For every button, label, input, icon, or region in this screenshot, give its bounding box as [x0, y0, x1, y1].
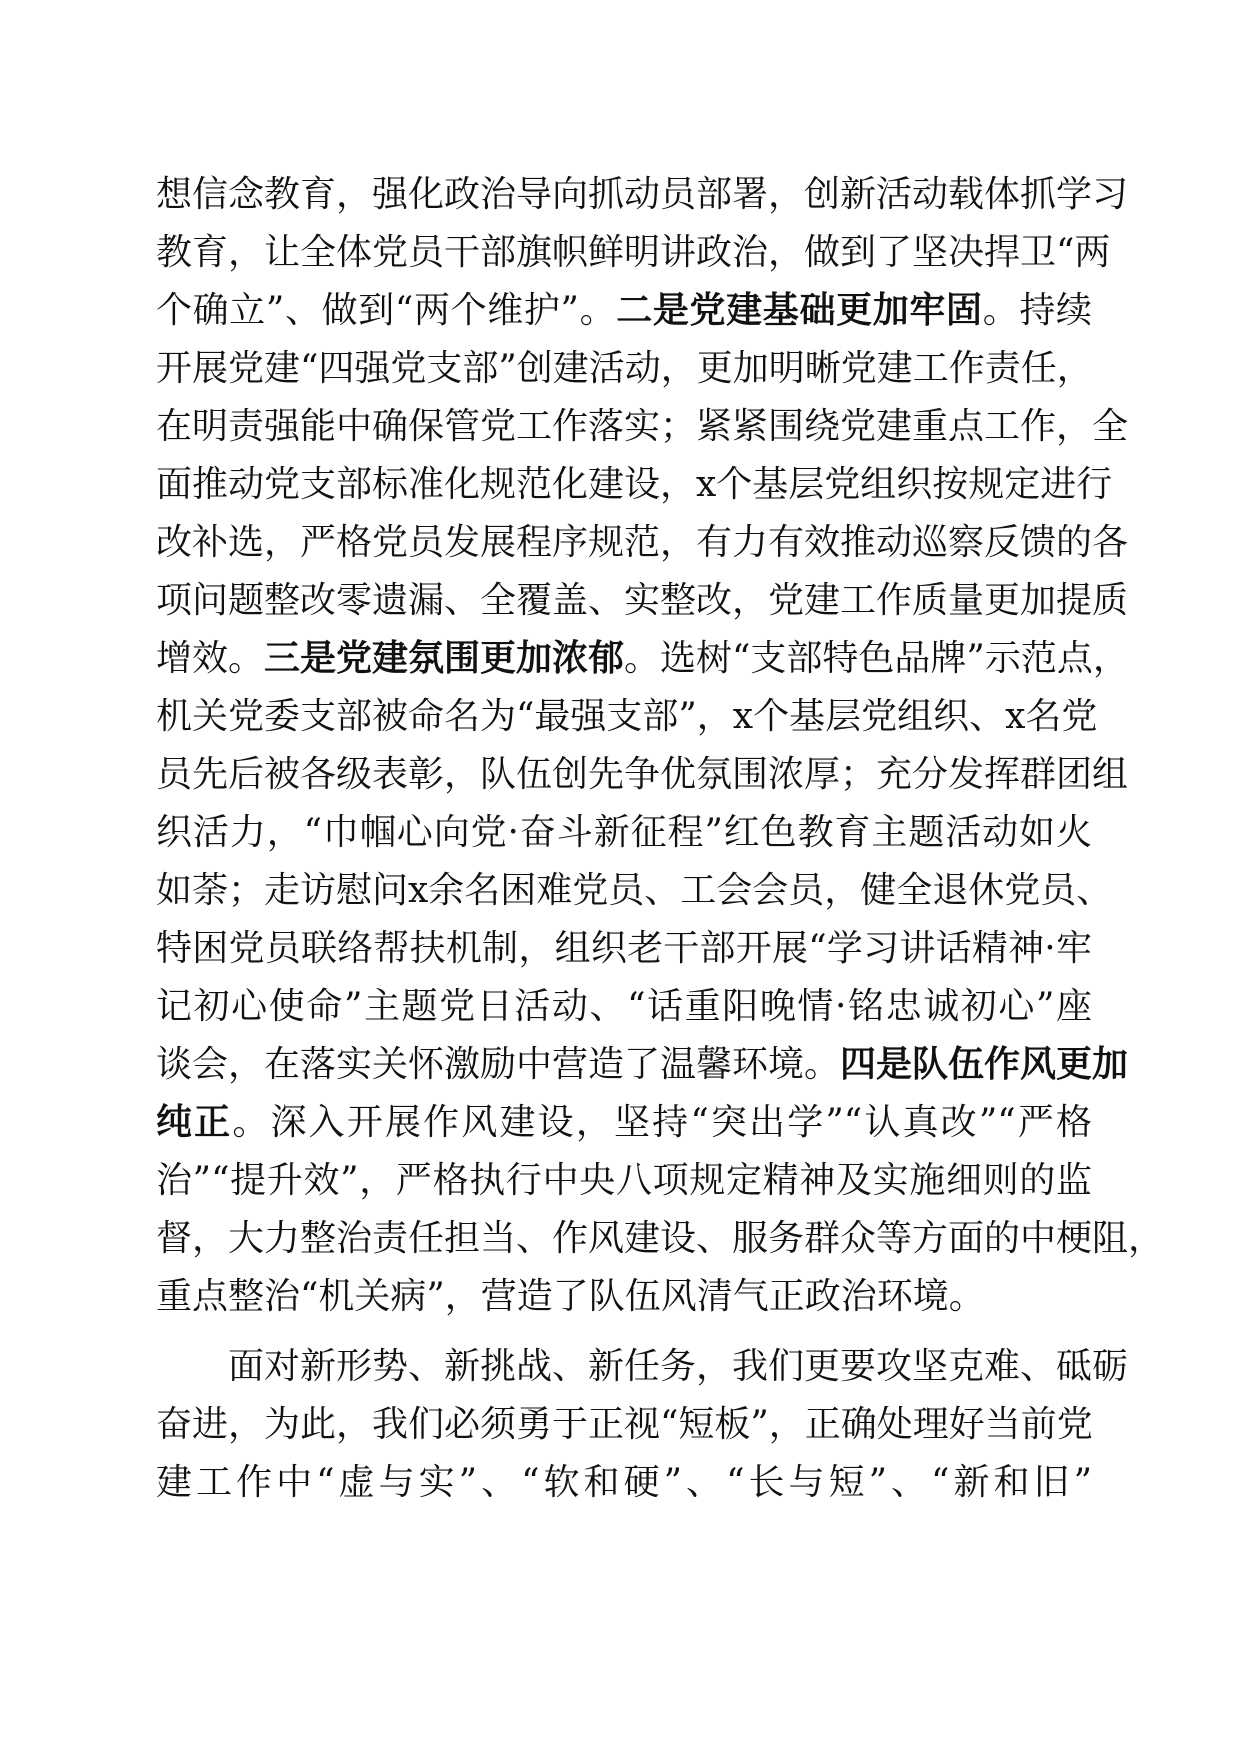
text-line: 如荼；走访慰问x余名困难党员、工会会员，健全退休党员、 [156, 870, 1113, 911]
text-line: 督，大力整治责任担当、作风建设、服务群众等方面的中梗阻， [156, 1218, 1165, 1259]
text-line: 增效。三是党建氛围更加浓郁。选树“支部特色品牌”示范点， [156, 638, 1129, 679]
text-line: 特困党员联络帮扶机制，组织老干部开展“学习讲话精神·牢 [156, 928, 1092, 969]
text-line: 记初心使命”主题党日活动、“话重阳晚情·铭忠诚初心”座 [156, 986, 1092, 1027]
text-line: 面对新形势、新挑战、新任务，我们更要攻坚克难、砥砺 [228, 1346, 1129, 1387]
text-line: 重点整治“机关病”，营造了队伍风清气正政治环境。 [156, 1276, 985, 1317]
text-line: 改补选，严格党员发展程序规范，有力有效推动巡察反馈的各 [156, 522, 1129, 563]
paragraph-2 [156, 1338, 1129, 1512]
document-body [156, 166, 1165, 1512]
text-line: 建工作中“虚与实”、“软和硬”、“长与短”、“新和旧” [156, 1462, 1092, 1503]
bold-heading-4-cont: 纯正 [156, 1102, 233, 1143]
bold-heading-2: 二是党建基础更加牢固 [616, 290, 983, 331]
text-line: 开展党建“四强党支部”创建活动，更加明晰党建工作责任， [156, 348, 1093, 389]
text-line: 面推动党支部标准化规范化建设，x个基层党组织按规定进行 [156, 464, 1113, 505]
bold-heading-3: 三是党建氛围更加浓郁 [264, 638, 625, 679]
text-line: 纯正。深入开展作风建设，坚持“突出学”“认真改”“严格 [156, 1102, 1092, 1143]
text-line: 在明责强能中确保管党工作落实；紧紧围绕党建重点工作，全 [156, 406, 1129, 447]
bold-heading-4: 四是队伍作风更加 [840, 1044, 1129, 1085]
text-line: 奋进，为此，我们必须勇于正视“短板”，正确处理好当前党 [156, 1404, 1093, 1445]
text-line: 治”“提升效”，严格执行中央八项规定精神及实施细则的监 [156, 1160, 1092, 1201]
text-line: 项问题整改零遗漏、全覆盖、实整改，党建工作质量更加提质 [156, 580, 1129, 621]
text-line: 织活力，“巾帼心向党·奋斗新征程”红色教育主题活动如火 [156, 812, 1092, 853]
text-line: 员先后被各级表彰，队伍创先争优氛围浓厚；充分发挥群团组 [156, 754, 1129, 795]
text-line: 谈会，在落实关怀激励中营造了温馨环境。四是队伍作风更加 [156, 1044, 1129, 1085]
paragraph-1 [156, 166, 1165, 1326]
text-line: 想信念教育，强化政治导向抓动员部署，创新活动载体抓学习 [156, 174, 1129, 215]
text-line: 教育，让全体党员干部旗帜鲜明讲政治，做到了坚决捍卫“两 [156, 232, 1111, 273]
text-line: 个确立”、做到“两个维护”。二是党建基础更加牢固。持续 [156, 290, 1092, 331]
text-line: 机关党委支部被命名为“最强支部”，x个基层党组织、x名党 [156, 696, 1098, 737]
